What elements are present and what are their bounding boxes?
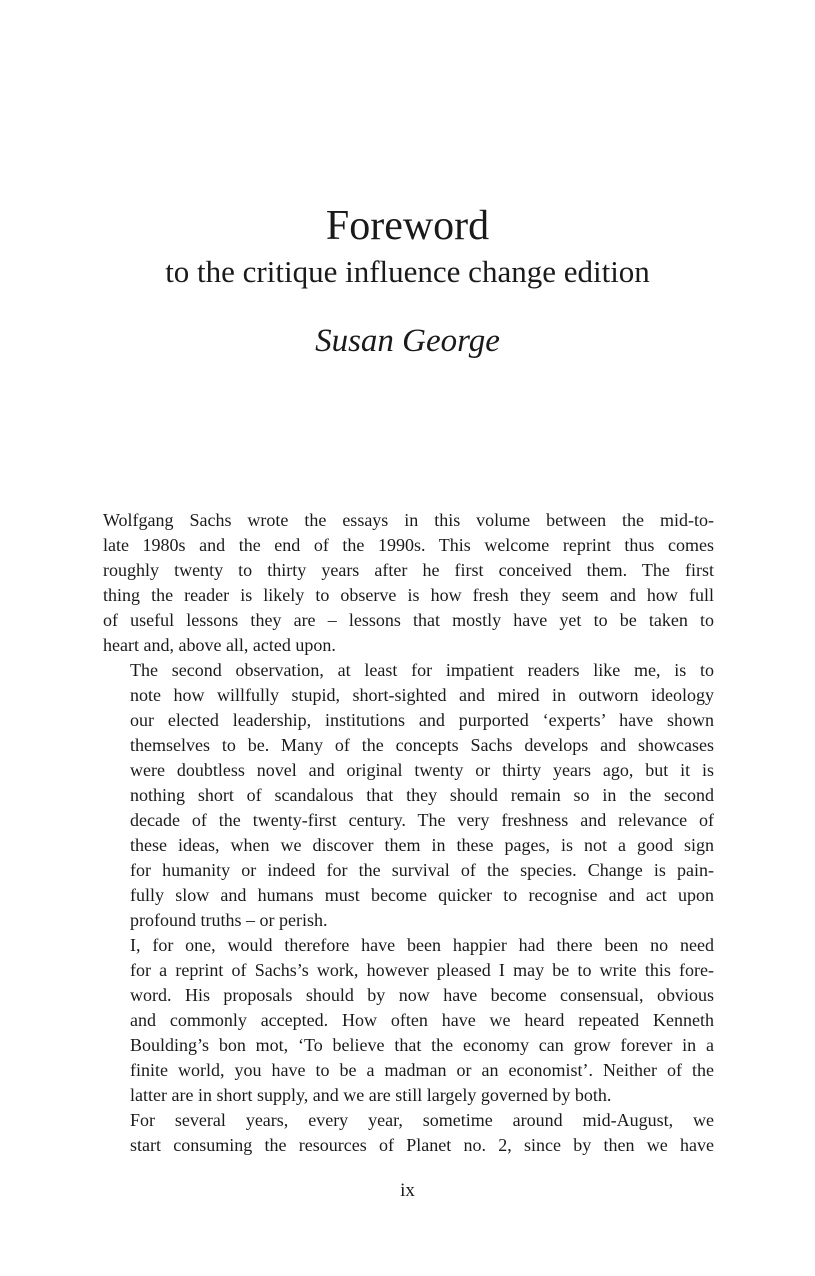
paragraph-4 (103, 1108, 714, 1158)
author-name: Susan George (315, 323, 500, 359)
paragraph-3 (103, 933, 714, 1108)
text-line: roughly twenty to thirty years after he first conceived them. The first (103, 560, 714, 580)
text-line: Wolfgang Sachs wrote the essays in this volume between the mid-to- (103, 510, 714, 530)
text-line: finite world, you have to be a madman or an economist’. Neither of the (130, 1060, 714, 1080)
text-line: decade of the twenty-first century. The very freshness and relevance of (130, 810, 714, 830)
text-line: heart and, above all, acted upon. (103, 635, 336, 655)
text-line: Boulding’s bon mot, ‘To believe that the economy can grow forever in a (130, 1035, 714, 1055)
text-line: word. His proposals should by now have become consensual, obvious (130, 985, 714, 1005)
text-line: I, for one, would therefore have been happier had there been no need (130, 935, 714, 955)
text-line: start consuming the resources of Planet no. 2, since by then we have (130, 1135, 714, 1155)
text-line: profound truths – or perish. (130, 910, 328, 930)
body-text (103, 508, 714, 1158)
page-number: ix (400, 1180, 415, 1201)
text-line: late 1980s and the end of the 1990s. This welcome reprint thus comes (103, 535, 714, 555)
text-line: thing the reader is likely to observe is how fresh they seem and how full (103, 585, 714, 605)
text-line: of useful lessons they are – lessons that mostly have yet to be taken to (103, 610, 714, 630)
text-line: themselves to be. Many of the concepts Sachs develops and showcases (130, 735, 714, 755)
text-line: were doubtless novel and original twenty or thirty years ago, but it is (130, 760, 714, 780)
chapter-title: Foreword (325, 203, 490, 249)
chapter-subtitle: to the critique influence change edition (165, 254, 650, 289)
text-line: fully slow and humans must become quicker to recognise and act upon (130, 885, 714, 905)
text-line: The second observation, at least for impatient readers like me, is to (130, 660, 714, 680)
paragraph-2 (103, 658, 714, 933)
text-line: these ideas, when we discover them in these pages, is not a good sign (130, 835, 714, 855)
text-line: nothing short of scandalous that they should remain so in the second (130, 785, 714, 805)
text-line: For several years, every year, sometime around mid-August, we (130, 1110, 714, 1130)
text-line: and commonly accepted. How often have we heard repeated Kenneth (130, 1010, 714, 1030)
text-line: for a reprint of Sachs’s work, however pleased I may be to write this fore- (130, 960, 714, 980)
text-line: our elected leadership, institutions and purported ‘experts’ have shown (130, 710, 714, 730)
paragraph-1 (103, 508, 714, 658)
text-line: latter are in short supply, and we are still largely governed by both. (130, 1085, 612, 1105)
text-line: for humanity or indeed for the survival of the species. Change is pain- (130, 860, 714, 880)
text-line: note how willfully stupid, short-sighted and mired in outworn ideology (130, 685, 714, 705)
